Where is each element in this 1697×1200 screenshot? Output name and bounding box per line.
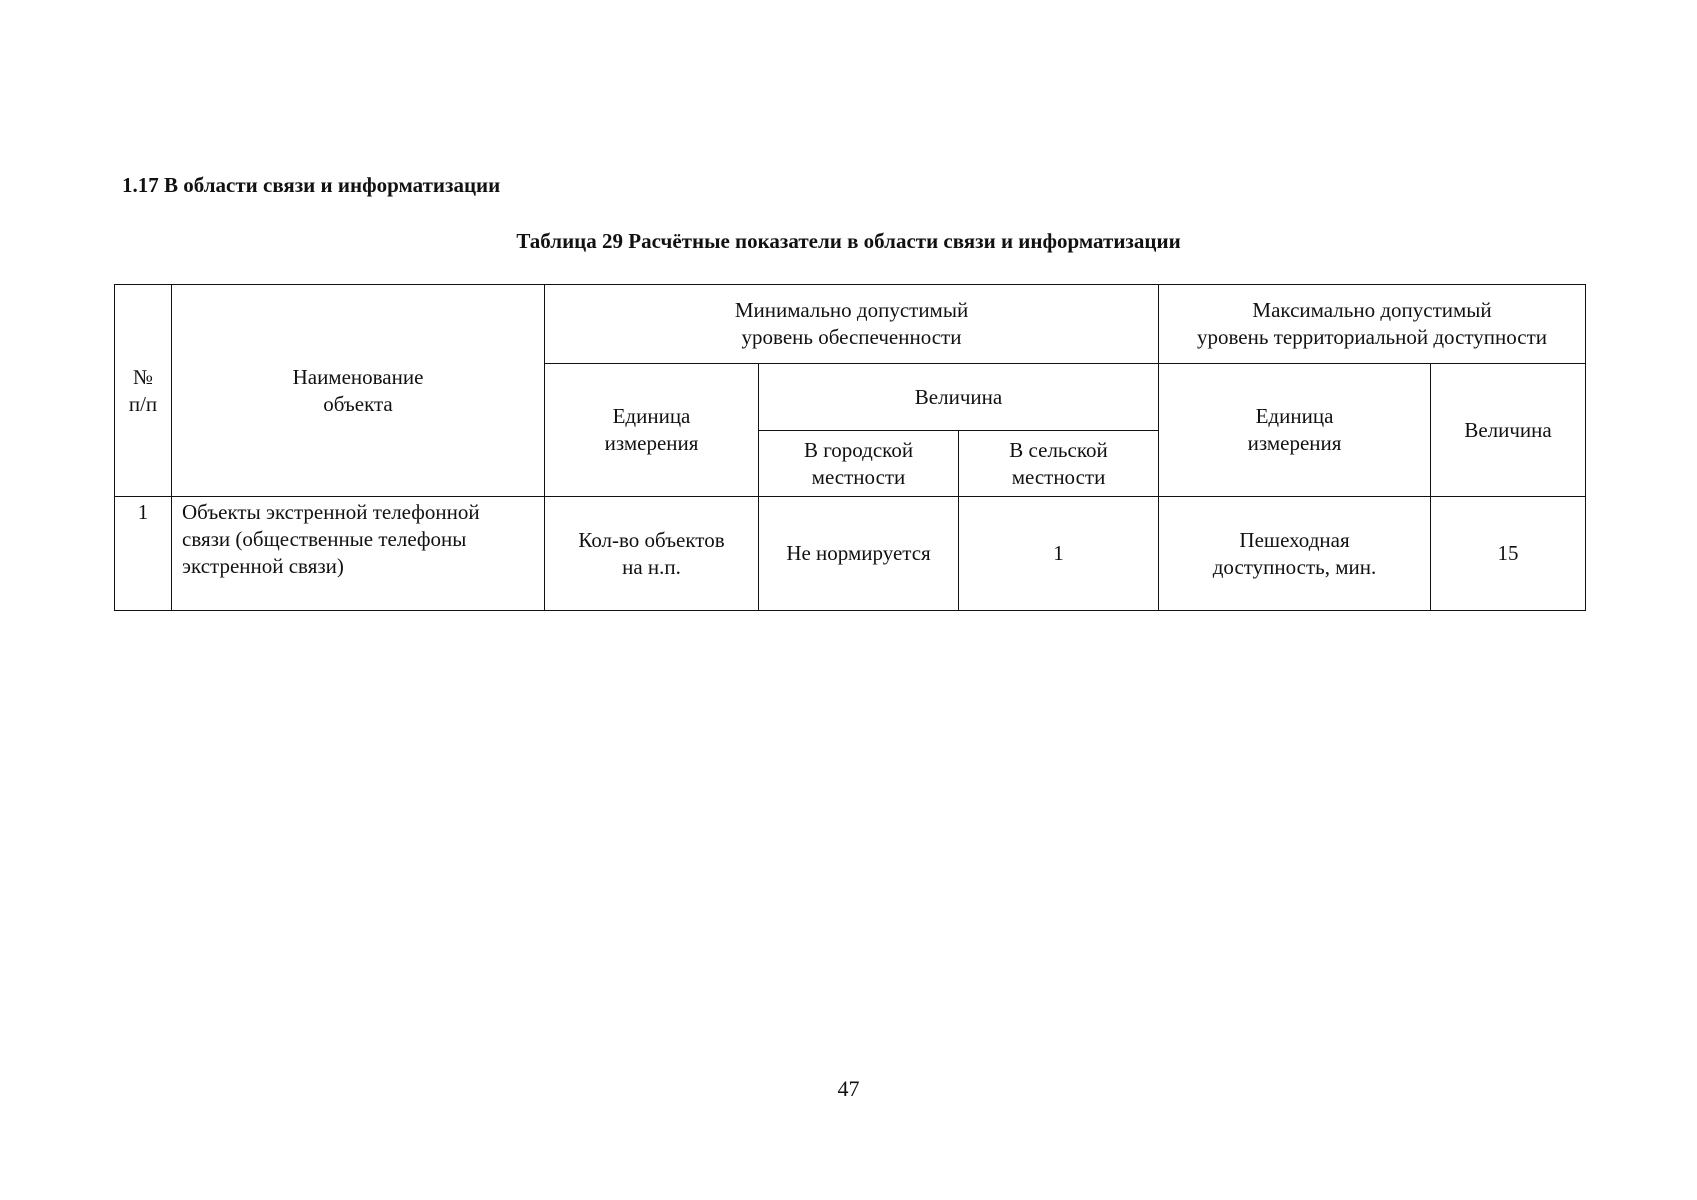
cell-min-unit: Кол-во объектов на н.п. <box>545 497 759 611</box>
cell-rural: 1 <box>959 497 1159 611</box>
cell-name: Объекты экстренной телефонной связи (общественные телефоны экстренной связи) <box>172 497 545 611</box>
header-min-group: Минимально допустимый уровень обеспеченности <box>545 285 1159 364</box>
table-row <box>115 497 1586 611</box>
header-min-unit: Единица измерения <box>545 364 759 497</box>
cell-urban: Не нормируется <box>759 497 959 611</box>
header-rural: В сельской местности <box>959 431 1159 497</box>
indicators-table <box>114 284 1586 611</box>
header-max-unit: Единица измерения <box>1159 364 1431 497</box>
cell-max-unit: Пешеходная доступность, мин. <box>1159 497 1431 611</box>
header-min-value: Величина <box>759 364 1159 431</box>
header-num: № п/п <box>115 285 172 497</box>
header-name: Наименование объекта <box>172 285 545 497</box>
header-max-group: Максимально допустимый уровень территориальной доступности <box>1159 285 1586 364</box>
header-row-1 <box>115 285 1586 364</box>
header-max-value: Величина <box>1431 364 1586 497</box>
cell-max-value: 15 <box>1431 497 1586 611</box>
cell-num: 1 <box>115 497 172 611</box>
header-urban: В городской местности <box>759 431 959 497</box>
section-heading: 1.17 В области связи и информатизации <box>122 173 501 197</box>
table-caption: Таблица 29 Расчётные показатели в области связи и информатизации <box>516 229 1181 253</box>
page-number: 47 <box>837 1076 860 1101</box>
